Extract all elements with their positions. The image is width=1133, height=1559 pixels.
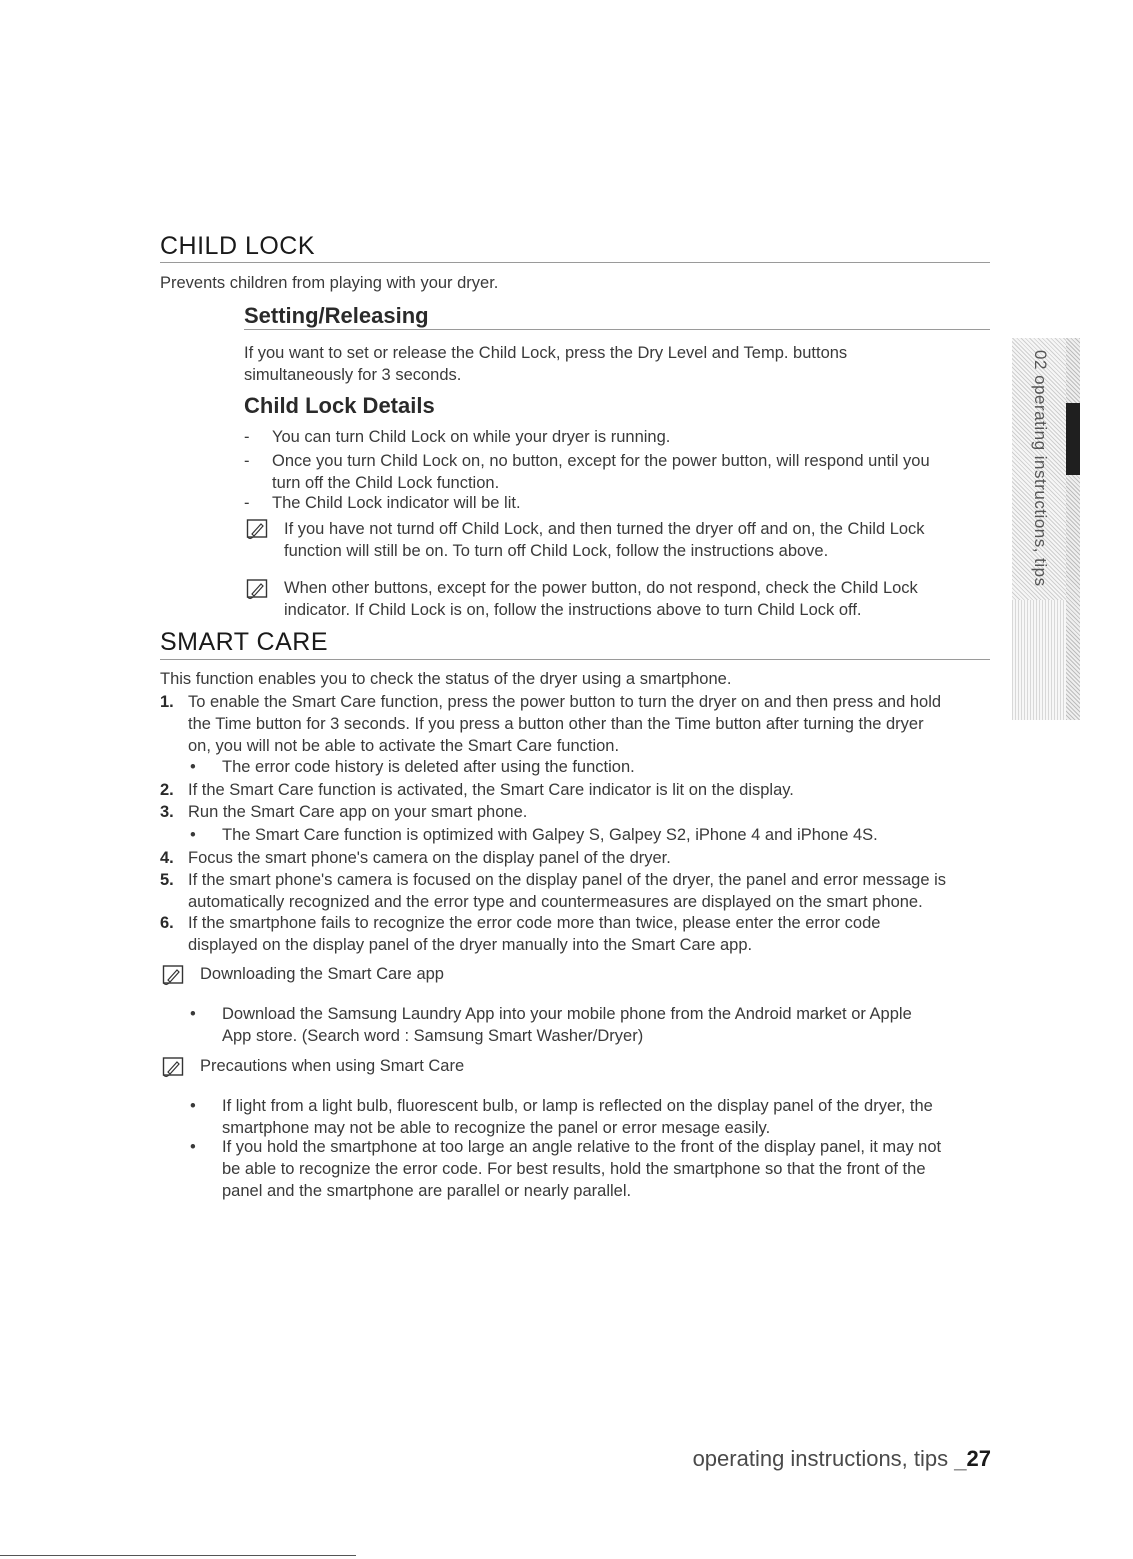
step-1-bullet-text: The error code history is deleted after using the function. [222, 758, 635, 776]
step-6 [160, 912, 881, 956]
step-number: 6. [160, 914, 174, 932]
step-1-line-2: the Time button for 3 seconds. If you press a button other than the Time button after turning the dryer [188, 715, 924, 733]
details-item-2-line-2: turn off the Child Lock function. [272, 474, 500, 492]
precaution-1-line-1: If light from a light bulb, fluorescent bulb, or lamp is reflected on the display panel of the dryer, the [222, 1097, 933, 1115]
step-5-line-2: automatically recognized and the error type and countermeasures are displayed on the smart phone. [188, 893, 923, 911]
step-3-bullet [190, 824, 878, 846]
step-number: 1. [160, 693, 174, 711]
page-footer [693, 1446, 991, 1472]
dash-mark: - [244, 494, 250, 512]
note-2-line-1: When other buttons, except for the power button, do not respond, check the Child Lock [284, 579, 918, 597]
step-number: 4. [160, 849, 174, 867]
setting-releasing-rule [244, 329, 990, 330]
details-item-3-line-1: The Child Lock indicator will be lit. [272, 494, 521, 512]
step-number: 5. [160, 871, 174, 889]
step-1-line-1: To enable the Smart Care function, press the power button to turn the dryer on and then press and hold [188, 693, 942, 711]
note-1-line-1: If you have not turnd off Child Lock, and then turned the dryer off and on, the Child Lock [284, 520, 925, 538]
step-3-line-1: Run the Smart Care app on your smart phone. [188, 803, 528, 821]
footer-separator: _ [954, 1446, 967, 1471]
footer-text: operating instructions, tips [692, 1446, 955, 1471]
precaution-2-line-1: If you hold the smartphone at too large an angle relative to the front of the display panel, it may not [222, 1138, 942, 1156]
step-1-bullet [190, 756, 635, 778]
bullet-dot: • [190, 758, 196, 776]
bullet-dot: • [190, 826, 196, 844]
smart-care-title: SMART CARE [160, 628, 329, 656]
step-5-line-1: If the smart phone's camera is focused on the display panel of the dryer, the panel and error message is [188, 871, 946, 889]
step-number: 3. [160, 803, 174, 821]
bullet-dot: • [190, 1097, 196, 1115]
chapter-tab-marker [1066, 403, 1080, 475]
note-icon [246, 518, 268, 540]
download-note-title: Downloading the Smart Care app [200, 965, 444, 983]
smart-care-rule [160, 659, 990, 660]
download-bullet-line-2: App store. (Search word : Samsung Smart Washer/Dryer) [222, 1027, 644, 1045]
step-2 [160, 779, 794, 801]
note-1-line-2: function will still be on. To turn off Child Lock, follow the instructions above. [284, 542, 829, 560]
note-icon [162, 964, 184, 986]
dash-mark: - [244, 452, 250, 470]
note-icon [246, 578, 268, 600]
step-6-line-2: displayed on the display panel of the dryer manually into the Smart Care app. [188, 936, 753, 954]
download-bullet [190, 1003, 912, 1047]
details-item-3 [244, 492, 521, 514]
step-number: 2. [160, 781, 174, 799]
details-item-1 [244, 426, 671, 448]
details-item-2-line-1: Once you turn Child Lock on, no button, except for the power button, will respond until you [272, 452, 930, 470]
dash-mark: - [244, 428, 250, 446]
bullet-dot: • [190, 1138, 196, 1156]
bottom-edge-line [0, 1555, 356, 1556]
step-1-line-3: on, you will not be able to activate the Smart Care function. [188, 737, 620, 755]
step-2-line-1: If the Smart Care function is activated, the Smart Care indicator is lit on the display. [188, 781, 794, 799]
step-3 [160, 801, 528, 823]
precaution-bullet-2 [190, 1136, 942, 1202]
chapter-tab-label: 02 operating instructions, tips [1031, 350, 1050, 587]
step-6-line-1: If the smartphone fails to recognize the error code more than twice, please enter the error code [188, 914, 881, 932]
step-5 [160, 869, 946, 913]
setting-line-1: If you want to set or release the Child Lock, press the Dry Level and Temp. buttons [244, 344, 848, 362]
precaution-1-line-2: smartphone may not be able to recognize the panel or error mesage easily. [222, 1119, 771, 1137]
precautions-note-title: Precautions when using Smart Care [200, 1057, 465, 1075]
bullet-dot: • [190, 1005, 196, 1023]
details-item-2 [244, 450, 930, 494]
step-3-bullet-text: The Smart Care function is optimized with Galpey S, Galpey S2, iPhone 4 and iPhone 4S. [222, 826, 878, 844]
child-lock-details-title: Child Lock Details [244, 393, 435, 418]
precaution-2-line-2: be able to recognize the error code. For best results, hold the smartphone so that the front of the [222, 1160, 926, 1178]
step-4-line-1: Focus the smart phone's camera on the display panel of the dryer. [188, 849, 671, 867]
details-item-1-line-1: You can turn Child Lock on while your dryer is running. [272, 428, 671, 446]
setting-line-2: simultaneously for 3 seconds. [244, 366, 462, 384]
child-lock-title: CHILD LOCK [160, 232, 316, 260]
child-lock-intro: Prevents children from playing with your dryer. [160, 274, 499, 292]
note-2-line-2: indicator. If Child Lock is on, follow the instructions above to turn Child Lock off. [284, 601, 862, 619]
precaution-2-line-3: panel and the smartphone are parallel or nearly parallel. [222, 1182, 632, 1200]
download-bullet-line-1: Download the Samsung Laundry App into your mobile phone from the Android market or Apple [222, 1005, 912, 1023]
setting-releasing-title: Setting/Releasing [244, 303, 429, 328]
step-1 [160, 691, 942, 757]
chapter-tab-edge [1066, 338, 1080, 720]
note-icon [162, 1056, 184, 1078]
smart-care-intro: This function enables you to check the status of the dryer using a smartphone. [160, 670, 732, 688]
chapter-tab-lower [1012, 600, 1068, 720]
precaution-bullet-1 [190, 1095, 933, 1139]
child-lock-rule [160, 262, 990, 263]
step-4 [160, 847, 671, 869]
page-number: 27 [966, 1446, 991, 1471]
